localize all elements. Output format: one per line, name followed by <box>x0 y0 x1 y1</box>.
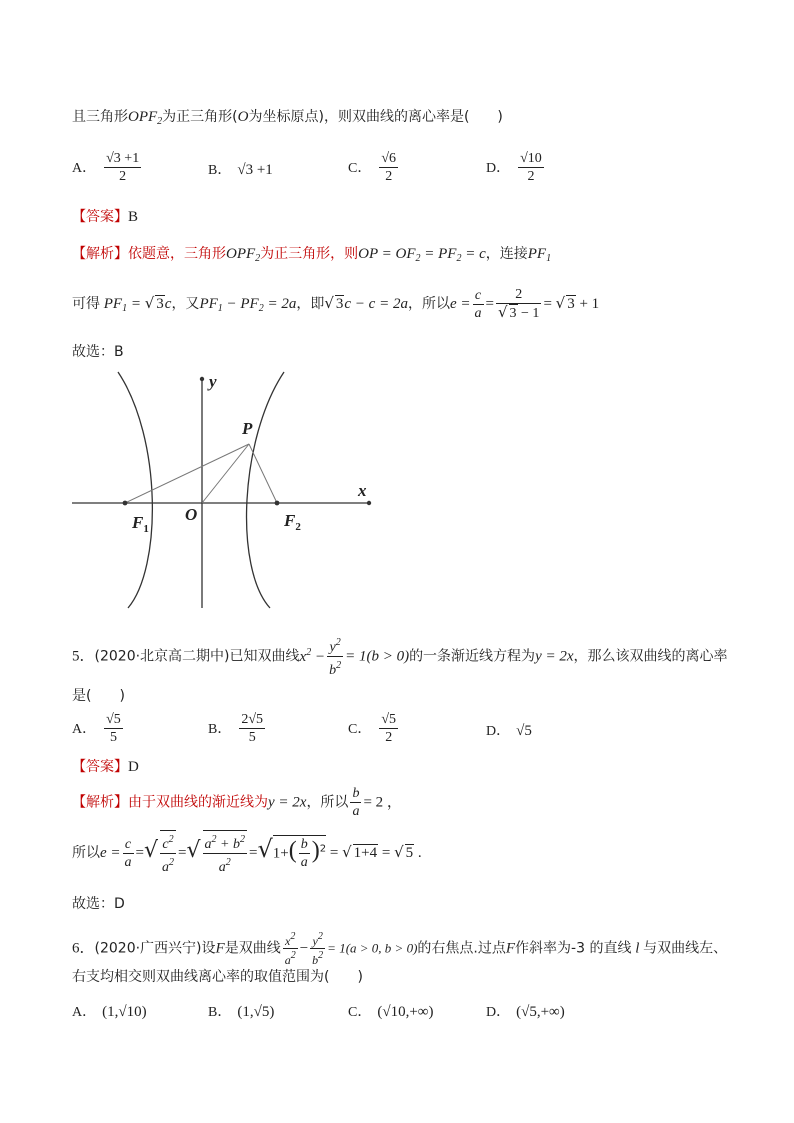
q6-stem-line2 <box>72 966 363 986</box>
q5-option-b[interactable] <box>208 711 267 746</box>
q5-option-c-label: C． <box>348 721 372 737</box>
q6-option-d-text: (√5,+∞) <box>516 1004 565 1020</box>
hyperbola-right-branch <box>247 372 284 608</box>
q4-option-d-den: 2 <box>527 169 535 184</box>
q4-answer-value: B <box>128 209 139 225</box>
q4-option-b-label: B． <box>208 163 232 178</box>
q5-option-d[interactable] <box>486 720 532 740</box>
q6-stem-c: 的右焦点.过点 <box>417 940 506 957</box>
q6-stem-b: 是双曲线 <box>224 940 281 957</box>
q4-option-a-num: √3 +1 <box>106 151 140 166</box>
q6-f-2: F <box>505 940 516 957</box>
segment-p-f2 <box>249 444 277 503</box>
q5-analysis-text-2a: 所以 <box>72 845 100 861</box>
q4-analysis-line1 <box>72 243 551 264</box>
q4-option-c[interactable] <box>348 150 400 185</box>
label-o: O <box>185 505 198 524</box>
label-f2: $F_2$ <box>284 511 301 533</box>
q4-analysis-text-2c: ，即 <box>296 296 325 312</box>
q6-option-a[interactable] <box>72 1001 147 1021</box>
q5-option-a-num: √5 <box>106 712 121 727</box>
q4-stem-suffix-b: 为坐标原点)，则双曲线的离心率是( ) <box>248 109 503 125</box>
q6-option-c-label: C． <box>348 1005 372 1020</box>
segment-o-p <box>202 444 249 503</box>
q4-choice <box>72 341 124 361</box>
q4-analysis-frac-ca: $\frac{c}{a}$ <box>474 287 482 321</box>
q5-analysis-text-b: ，所以 <box>306 794 349 811</box>
q4-answer-tag: 【答案】 <box>72 209 128 225</box>
q4-analysis-text-b: 为正三角形，则 <box>260 246 359 262</box>
q4-choice-text: 故选：B <box>72 344 124 360</box>
q4-analysis-text-c: ，连接 <box>485 246 528 262</box>
q5-answer-value: D <box>128 759 139 775</box>
q4-option-c-frac <box>379 150 398 185</box>
q4-triangle-opf2: $OPF_2$ <box>128 109 163 127</box>
q5-option-b-label: B． <box>208 721 232 737</box>
q5-option-c[interactable] <box>348 711 400 746</box>
q5-stem-line2 <box>72 685 125 705</box>
q4-stem-suffix-a: 为正三角形( <box>162 109 238 125</box>
q4-analysis-eq1: OP = $OF_2 = PF_2 = c$ <box>358 246 486 264</box>
q4-option-c-num: √6 <box>381 151 397 166</box>
q4-option-a-label: A． <box>72 160 97 176</box>
q5-analysis-frac-ca: $\frac{c}{a}$ <box>124 836 132 870</box>
q4-analysis-text-2d: ，所以 <box>407 296 450 312</box>
q5-option-a-frac <box>104 711 123 746</box>
q4-option-a-frac <box>104 150 141 185</box>
q6-f: F <box>215 940 225 957</box>
q6-source: (2020·广西兴宁) <box>94 940 202 957</box>
q4-option-d[interactable] <box>486 150 546 185</box>
q5-analysis-text-a: 由于双曲线的渐近线为 <box>128 794 268 811</box>
q5-number: 5． <box>72 648 95 665</box>
label-p: P <box>242 419 253 438</box>
q5-choice-text: 故选：D <box>72 896 125 912</box>
q4-option-d-frac <box>518 150 544 185</box>
q5-option-d-label: D． <box>486 724 511 739</box>
label-x: x <box>358 481 367 500</box>
q5-source: (2020·北京高二期中) <box>94 648 230 665</box>
q6-option-d[interactable] <box>486 1001 565 1021</box>
q5-choice <box>72 893 125 913</box>
q5-analysis-line2: 所以e = $\frac{c}{a}$ =√ $\frac{c^2}{a^2}$ =√ $\frac{a^2 + b^2}{a^2}$ =√1+( $\frac{b}{a}$ )$^2$ = √ 1+4 = √ 5 . <box>72 830 422 876</box>
q5-analysis-line1 <box>72 785 402 820</box>
q4-analysis-result: = √ 3 + 1 <box>543 294 600 312</box>
q5-analysis-frac-c2a2: $\frac{c^2}{a^2}$ <box>160 830 176 876</box>
q5-stem-c: ，那么该双曲线的离心率 <box>573 648 728 665</box>
q5-answer <box>72 756 139 776</box>
q5-stem-line2-text: 是( ) <box>72 688 125 704</box>
q4-analysis-eq4: √ 3c − c = 2a <box>324 294 408 312</box>
q4-stem <box>72 106 503 127</box>
q4-option-d-label: D． <box>486 160 511 176</box>
q5-option-b-frac <box>239 711 265 746</box>
q5-frac-y2b2: $\frac{y^2}{b^2}$ <box>327 634 343 679</box>
q5-hyperbola-eq-rest: = 1(b > 0) <box>345 648 410 665</box>
q6-option-a-text: (1,√10) <box>102 1004 147 1020</box>
q6-option-b[interactable] <box>208 1001 274 1021</box>
q6-stem-line2-text: 右支均相交则双曲线离心率的取值范围为( ) <box>72 969 363 985</box>
q6-stem-a: 设 <box>201 940 216 957</box>
label-f1: $F_1$ <box>132 513 149 535</box>
q5-option-a-label: A． <box>72 721 97 737</box>
y-axis-arrow-dot <box>200 377 204 381</box>
q4-analysis-text-a: 依题意，三角形 <box>128 246 226 262</box>
q4-option-c-label: C． <box>348 160 372 176</box>
q4-analysis-eq2: $PF_1$ = √ 3c <box>100 294 172 314</box>
q6-hyperbola-cond: = 1(a > 0, b > 0) <box>327 940 418 956</box>
q5-option-a-den: 5 <box>109 730 117 745</box>
q5-asymptote: y = 2x <box>535 648 574 665</box>
q6-number: 6． <box>72 940 95 957</box>
q5-stem-b: 的一条渐近线方程为 <box>409 648 536 665</box>
q5-analysis-frac-a2b2: $\frac{a^2 + b^2}{a^2}$ <box>203 830 247 876</box>
q6-option-c-text: (√10,+∞) <box>377 1004 434 1020</box>
q4-option-b[interactable] <box>208 159 273 179</box>
q6-l: l <box>631 940 644 957</box>
q5-option-d-text: √5 <box>516 723 532 739</box>
q5-option-c-num: √5 <box>381 712 397 727</box>
q6-stem-line1: 6．(2020·广西兴宁)设F是双曲线 $\frac{x^2}{a^2}$ − $\frac{y^2}{b^2}$ = 1(a > 0, b > 0)的右焦点.过点F作斜率为-3 的直线 l 与双曲线左、 <box>72 931 728 967</box>
q6-option-b-label: B． <box>208 1005 232 1020</box>
q5-option-b-den: 5 <box>248 730 256 745</box>
q5-stem-a: 已知双曲线 <box>229 648 300 665</box>
segment-f1-p <box>125 444 249 503</box>
q4-option-a-den: 2 <box>119 169 127 184</box>
q5-analysis-tag: 【解析】 <box>72 794 128 811</box>
x-axis-arrow-dot <box>367 501 371 505</box>
q5-stem-line1 <box>72 634 728 679</box>
q4-analysis-eq3: $PF_1 - PF_2 = 2a$ <box>199 296 297 314</box>
q4-analysis-eq5: e = <box>449 296 471 312</box>
q4-stem-o: O <box>237 109 249 125</box>
q5-option-a[interactable] <box>72 711 125 746</box>
q4-analysis-frac-result: $\frac{2}{√ 3 - 1}$ <box>497 287 540 321</box>
q5-option-b-num: 2√5 <box>241 712 264 727</box>
q5-analysis-e: e = <box>100 845 121 861</box>
q5-option-c-frac <box>379 711 398 746</box>
q5-analysis-frac-ba: $\frac{b}{a}$ <box>352 786 360 819</box>
q5-analysis-eq2: = 2 ， <box>363 794 402 811</box>
q5-analysis-eq1: y = 2x <box>268 794 307 811</box>
q6-frac-y2b2: $\frac{y^2}{b^2}$ <box>312 931 324 967</box>
q4-option-b-text: √3 +1 <box>237 162 273 178</box>
q4-analysis-tag: 【解析】 <box>72 246 128 262</box>
q4-option-c-den: 2 <box>385 169 393 184</box>
q4-analysis-line2: 可得 $PF_1$ = √ 3c，又$PF_1 - PF_2 = 2a$，即√ 3c − c = 2a，所以e = $\frac{c}{a}$ = $\frac{2}{√ 3 - 1}$ = √ 3 + 1 <box>72 287 600 321</box>
q4-answer <box>72 206 138 226</box>
q6-frac-x2a2: $\frac{x^2}{a^2}$ <box>284 931 296 967</box>
q4-analysis-text-2a: 可得 <box>72 296 100 312</box>
point-f2 <box>275 501 280 506</box>
q6-option-c[interactable] <box>348 1001 433 1021</box>
q6-option-b-text: (1,√5) <box>237 1004 275 1020</box>
q5-analysis-big-root: 1+( $\frac{b}{a}$ )$^2$ <box>272 837 327 870</box>
hyperbola-left-branch <box>118 372 152 608</box>
q6-stem-e: 与双曲线左、 <box>643 940 728 957</box>
q5-option-c-den: 2 <box>385 730 393 745</box>
q4-analysis-opf2: $OPF_2$ <box>226 246 261 264</box>
hyperbola-figure <box>70 368 380 610</box>
q4-analysis-pf1: $PF_1$ <box>527 246 552 264</box>
q4-option-d-num: √10 <box>520 151 542 166</box>
q6-stem-d: 作斜率为-3 的直线 <box>515 940 632 957</box>
q4-option-a[interactable] <box>72 150 143 185</box>
label-y: y <box>209 372 217 391</box>
q5-answer-tag: 【答案】 <box>72 759 128 775</box>
q6-option-d-label: D． <box>486 1005 511 1020</box>
q6-option-a-label: A． <box>72 1005 97 1020</box>
q4-stem-prefix: 且三角形 <box>72 109 128 125</box>
point-f1 <box>123 501 128 506</box>
q5-hyperbola-eq: $x^2$ − <box>299 646 326 665</box>
q5-analysis-result: = √ 1+4 = √ 5 . <box>326 843 422 861</box>
q4-analysis-text-2b: ，又 <box>171 296 200 312</box>
